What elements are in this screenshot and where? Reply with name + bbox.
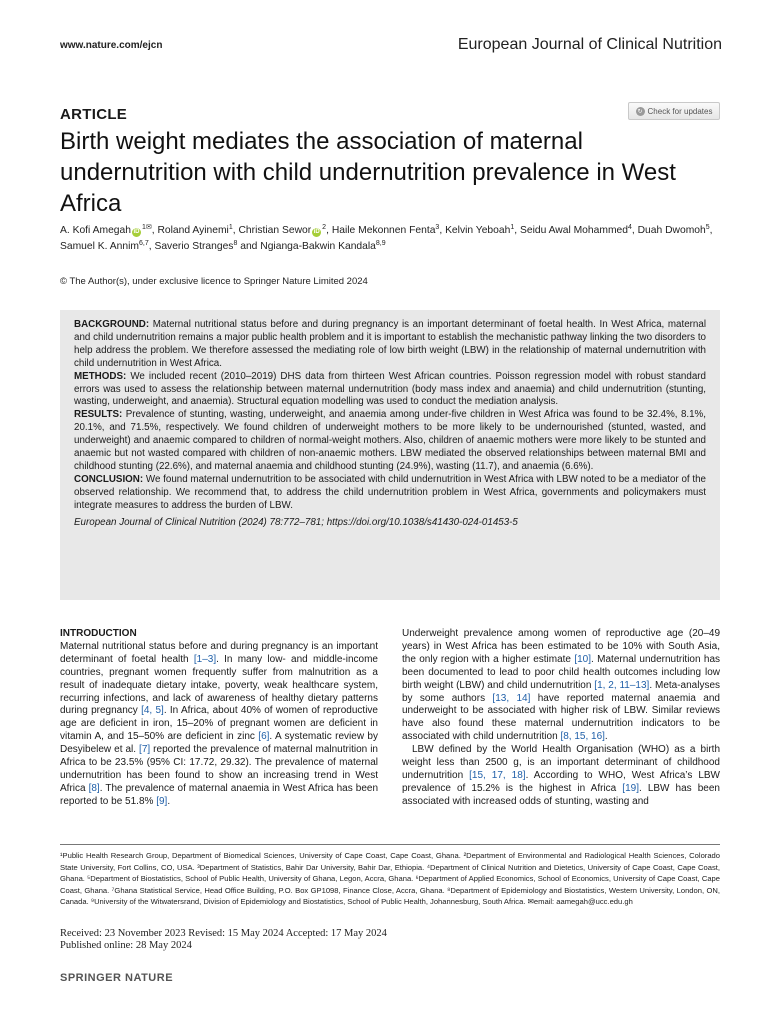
abstract-results-label: RESULTS: — [74, 409, 123, 421]
author-name[interactable]: Saverio Stranges — [154, 241, 234, 252]
abstract-box — [60, 310, 720, 600]
orcid-icon[interactable]: iD — [133, 229, 140, 235]
author-affiliations: ¹Public Health Research Group, Department of Biomedical Sciences, University of Cape Coast, Cape Coast, Ghana. ²Department of Environmental and Radiological Health Sciences, Colorado State University, Fort Collins, CO, USA. ³Department of Statistics, Bahir Dar University, Bahir Dar, Ethiopia. ⁴Department of Clinical Nutrition and Dietetics, University of Cape Coast, Cape Coast, Ghana. ⁵Department of Biostatistics, School of Public Health, University of Ghana, Legon, Accra, Ghana. ⁶Department of Applied Economics, School of Economics, University of Cape Coast, Cape Coast, Ghana. ⁷Ghana Statistical Service, Head Office Building, P.O. Box GP1098, Finance Close, Accra, Ghana. ⁸Department of Epidemiology and Biostatistics, Western University, London, ON, Canada. ⁹University of the Witwatersrand, Division of Epidemiology and Biostatistics, School of Public Health, Johannesburg, South Africa. ✉email: aamegah@ucc.edu.gh — [60, 851, 720, 907]
author-name[interactable]: Christian Sewor — [238, 225, 312, 236]
check-for-updates-button[interactable] — [628, 102, 720, 120]
author-name[interactable]: A. Kofi Amegah — [60, 225, 131, 236]
article-citation[interactable]: European Journal of Clinical Nutrition (2024) 78:772–781; https://doi.org/10.1038/s41430-024-01453-5 — [74, 516, 518, 528]
author-affiliation-marker: 1✉ — [141, 224, 152, 231]
reference-link[interactable]: [1–3] — [193, 653, 217, 665]
abstract-conclusion-text: We found maternal undernutrition to be associated with child undernutrition in West Africa with LBW noted to be a mediator of the observed relationship. We recommend that, to address the child undernutrition problem in West Africa, governments and policymakers must integrate measures to address the burden of LBW. — [74, 473, 706, 511]
reference-link[interactable]: [9] — [156, 795, 168, 807]
reference-link[interactable]: [19] — [622, 782, 639, 794]
orcid-icon[interactable]: iD — [313, 229, 320, 235]
author-affiliation-marker: 1 — [510, 224, 515, 231]
author-name[interactable]: Roland Ayinemi — [157, 225, 229, 236]
article-title: Birth weight mediates the association of maternal undernutrition with child undernutrition prevalence in West Africa — [60, 128, 676, 217]
abstract-methods-label: METHODS: — [74, 370, 127, 382]
author-affiliation-marker: 8 — [233, 240, 238, 247]
author-affiliation-marker: 6,7 — [138, 240, 149, 247]
intro-paragraph-1: Maternal nutritional status before and during pregnancy is an important determinant of foetal health [1–3]. In many low- and middle-income countries, pregnant women frequently suffer from malnutrition as a result of inadequate dietary intake, poverty, weak healthcare system, recurring infections, and lack of awareness of healthy dietary patterns during pregnancy [4, 5]. In Africa, about 40% of women of reproductive age are deficient in iron, 15–20% of pregnant women are deficient in vitamin A, and 15–50% are deficient in zinc [6]. A systematic review by Desyibelew et al. [7] reported the prevalence of maternal malnutrition in Africa to be 23.5% (95% CI: 17.72, 29.32). The prevalence of maternal undernutrition has been found to show an increasing trend in West Africa [8]. The prevalence of maternal anaemia in West Africa has been reported to be 51.8% [9]. — [60, 640, 379, 807]
check-for-updates-label: Check for updates — [647, 106, 713, 116]
intro-paragraph-3: LBW defined by the World Health Organisation (WHO) as a birth weight less than 2500 g, is an important determinant of childhood undernutrition [15, 17, 18]. According to WHO, West Africa’s LBW prevalence of 15.2% is the highest in Africa [19]. LBW has been associated with increased odds of stunting, wasting and — [402, 744, 720, 807]
intro-right-column — [402, 628, 720, 809]
journal-url[interactable]: www.nature.com/ejcn — [60, 40, 163, 51]
author-affiliation-marker: 5 — [705, 224, 710, 231]
reference-link[interactable]: [8, 15, 16] — [560, 731, 605, 743]
author-affiliation-marker: 1 — [228, 224, 233, 231]
author-name[interactable]: Kelvin Yeboah — [445, 225, 511, 236]
author-affiliation-marker: 3 — [435, 224, 440, 231]
publisher-logo: SPRINGER NATURE — [60, 972, 174, 984]
reference-link[interactable]: [4, 5] — [141, 705, 164, 717]
received-revised-accepted: Received: 23 November 2023 Revised: 15 May 2024 Accepted: 17 May 2024 — [60, 928, 387, 939]
abstract-background-text: Maternal nutritional status before and during pregnancy is an important determinant of foetal health. In West Africa, maternal and child undernutrition remains a major public health problem and it is important to establish the mechanistic pathway linking the two disorders to help address the problem. We therefore assessed the mediating role of low birth weight (LBW) in the relationship of maternal undernutrition with child undernutrition in West Africa. — [74, 319, 706, 369]
footnote-divider — [60, 844, 720, 845]
reference-link[interactable]: [15, 17, 18] — [469, 769, 526, 781]
reference-link[interactable]: [7] — [139, 744, 151, 756]
abstract-methods — [74, 371, 706, 410]
author-name[interactable]: Ngianga-Bakwin Kandala — [260, 241, 376, 252]
reference-link[interactable]: [10] — [574, 653, 592, 665]
journal-name: European Journal of Clinical Nutrition — [457, 36, 722, 53]
reference-link[interactable]: [1, 2, 11–13] — [594, 679, 650, 691]
reference-link[interactable]: [8] — [88, 782, 100, 794]
abstract-conclusion — [74, 474, 706, 513]
reference-link[interactable]: [13, 14] — [492, 692, 531, 704]
author-affiliation-marker: 8,9 — [375, 240, 386, 247]
author-name[interactable]: Haile Mekonnen Fenta — [331, 225, 436, 236]
author-list: A. Kofi Amegah $iD^{1✉}$, Roland Ayinemi$^1$, Christian Sewor $iD^2$, Haile Mekonnen Fenta$^3$, Kelvin Yeboah$^1$, Seidu Awal Mohammed$^4$, Duah Dwomoh$^5$, Samuel K. Annim$^{6,7}$, Saverio Stranges$^8$ and Ngianga-Bakwin Kandala$^{8,9}$ — [60, 224, 713, 252]
article-type-label: ARTICLE — [60, 106, 128, 123]
abstract-conclusion-label: CONCLUSION: — [74, 473, 144, 485]
introduction-heading: INTRODUCTION — [60, 628, 137, 639]
published-online: Published online: 28 May 2024 — [60, 940, 192, 951]
abstract-results — [74, 409, 706, 474]
copyright-notice: © The Author(s), under exclusive licence to Springer Nature Limited 2024 — [60, 276, 368, 287]
refresh-icon: ↻ — [637, 108, 643, 115]
abstract-background-label: BACKGROUND: — [74, 319, 150, 330]
intro-paragraph-2: Underweight prevalence among women of reproductive age (20–49 years) in West Africa has been estimated to be 10% with South Asia, the only region with a higher estimate [10]. Maternal undernutrition has been documented to lead to poor child health outcomes including low birth weight (LBW) and child undernutrition [1, 2, 11–13]. Meta-analyses by some authors [13, 14] have reported maternal anaemia and underweight to be associated with higher risk of LBW. Similar reviews have also found these maternal undernutrition indicators to be associated with child undernutrition [8, 15, 16]. — [402, 628, 721, 743]
author-affiliation-marker: 2 — [322, 224, 327, 231]
author-name[interactable]: Seidu Awal Mohammed — [519, 225, 628, 236]
abstract-results-text: Prevalence of stunting, wasting, underweight, and anaemia among under-five children in West Africa was found to be 32.4%, 8.1%, 20.1%, and 71.5%, respectively. We found children of underweight mothers to be more likely to be undernourished (stunted, wasted, and underweight) and anaemic compared to children of normal-weight mothers. Also, children of anaemic mothers were more likely to be stunted and anaemic but not wasted compared with children of non-anaemic mothers. LBW mediated the observed relationships between maternal BMI and childhood stunting (22.6%), and maternal anaemia and childhood stunting (24.9%), wasting (11.7), and anaemia (6.6%). — [74, 409, 706, 472]
intro-left-column — [60, 628, 378, 809]
author-affiliation-marker: 4 — [627, 224, 632, 231]
abstract-methods-text: We included recent (2010–2019) DHS data from thirteen West African countries. Poisson regression model with robust standard errors was used to assess the relationship between maternal undernutrition (body mass index and anaemia) and child undernutrition (stunting, wasting, underweight, and anaemia). Structural equation modelling was used to conduct the mediation analysis. — [74, 370, 706, 408]
reference-link[interactable]: [6] — [258, 731, 270, 743]
author-name[interactable]: Duah Dwomoh — [637, 225, 706, 236]
publication-dates — [60, 928, 387, 952]
abstract-background — [74, 319, 706, 371]
author-name[interactable]: Samuel K. Annim — [60, 241, 139, 252]
